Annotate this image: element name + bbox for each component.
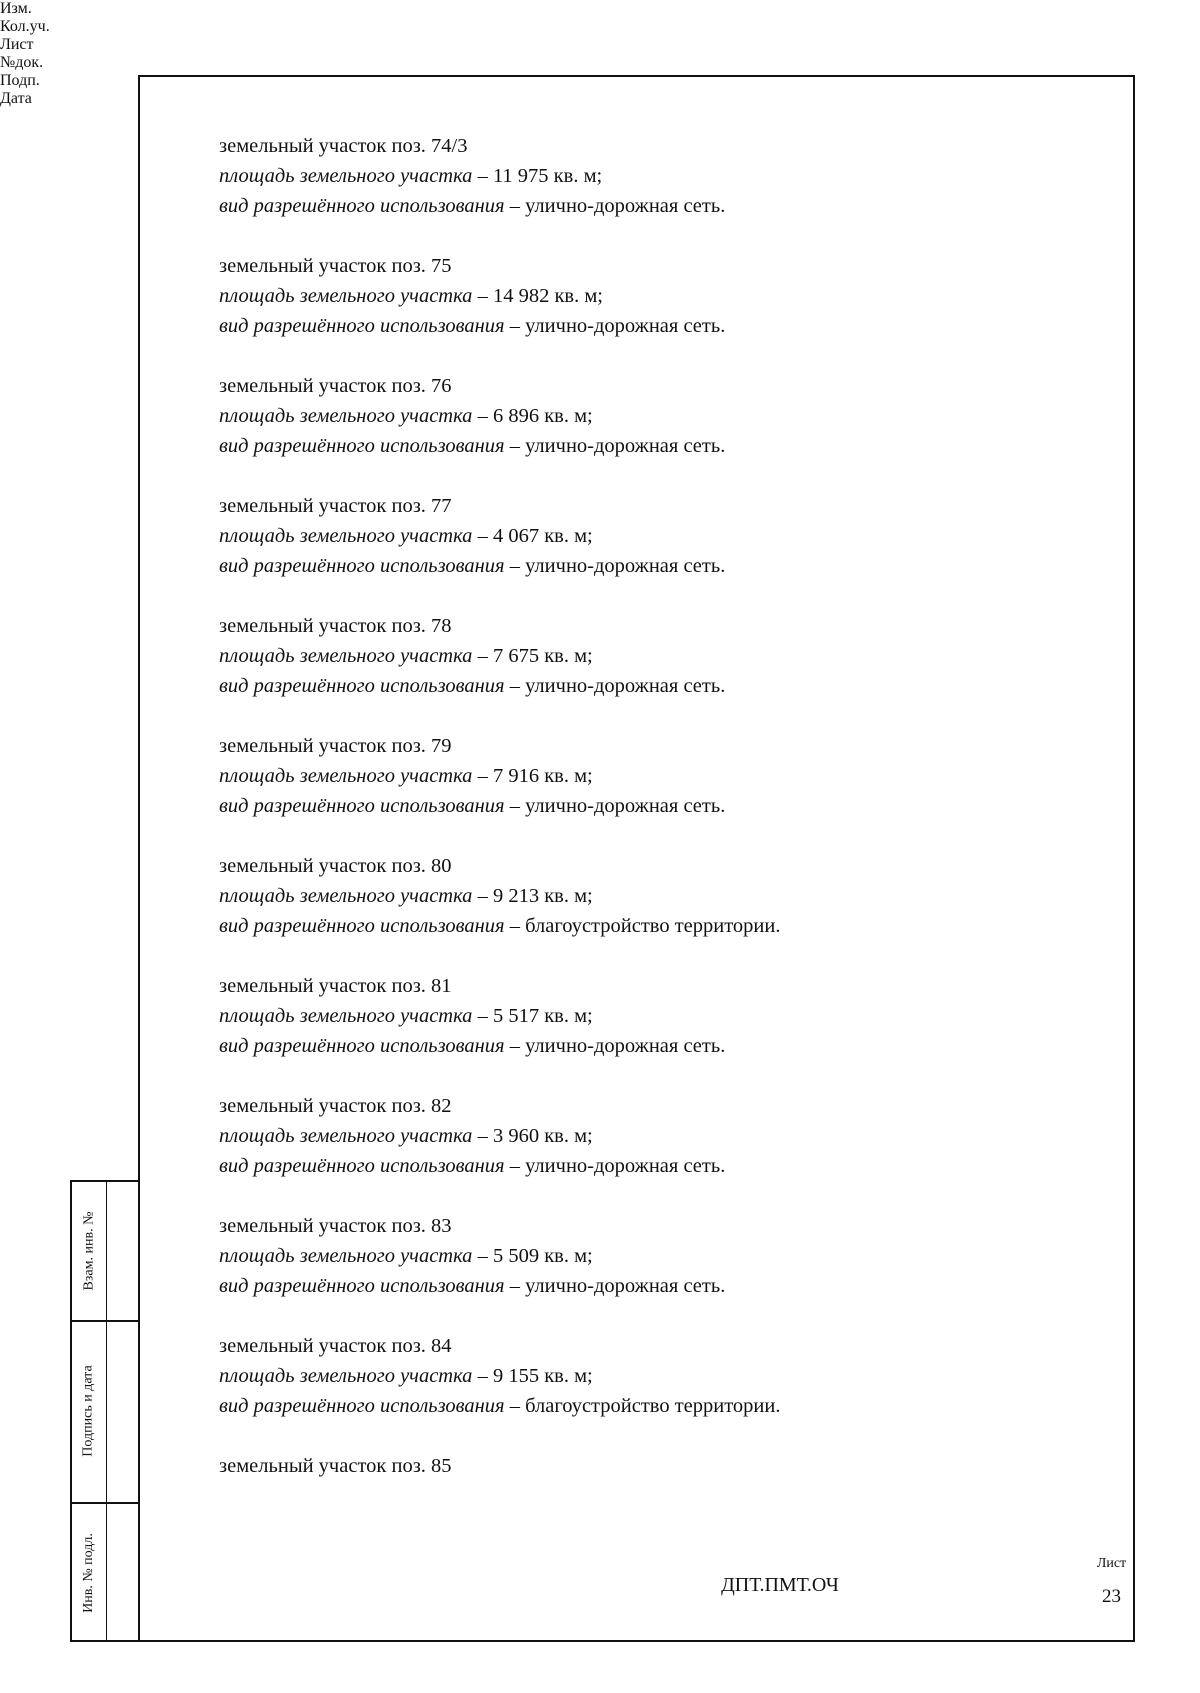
stamp-vzam-label: Взам. инв. № <box>81 1211 96 1291</box>
plot-area-line <box>219 1241 1099 1271</box>
plot-area-value: – 11 975 кв. м; <box>472 165 603 187</box>
plot-use-label: вид разрешённого использования <box>219 195 505 217</box>
plot-use-label: вид разрешённого использования <box>219 1155 505 1177</box>
plot-area-label: площадь земельного участка <box>219 1005 473 1027</box>
plot-area-label: площадь земельного участка <box>219 165 473 187</box>
col-data: Дата <box>0 90 32 107</box>
plot-title: земельный участок поз. 79 <box>219 735 452 757</box>
plot-use-value: – улично-дорожная сеть. <box>504 435 726 457</box>
document-code: ДПТ.ПМТ.ОЧ <box>721 1574 839 1596</box>
plot-area-value: – 14 982 кв. м; <box>472 285 603 307</box>
plot-area-line <box>219 1001 1099 1031</box>
plot-title: земельный участок поз. 78 <box>219 615 452 637</box>
plot-area-line <box>219 281 1099 311</box>
plot-area-line <box>219 641 1099 671</box>
plot-use-value: – благоустройство территории. <box>504 1395 781 1417</box>
land-plot-entry <box>219 611 1099 701</box>
plot-area-label: площадь земельного участка <box>219 405 473 427</box>
plot-area-value: – 7 675 кв. м; <box>472 645 593 667</box>
plot-title: земельный участок поз. 83 <box>219 1215 452 1237</box>
stamp-inv-label: Инв. № подл. <box>81 1533 96 1613</box>
plot-area-label: площадь земельного участка <box>219 885 473 907</box>
document-body <box>219 131 1099 1511</box>
plot-use-label: вид разрешённого использования <box>219 795 505 817</box>
side-stamp <box>70 1180 138 1642</box>
plot-use-label: вид разрешённого использования <box>219 435 505 457</box>
plot-use-line <box>219 1031 1099 1061</box>
plot-title: земельный участок поз. 82 <box>219 1095 452 1117</box>
plot-use-line <box>219 671 1099 701</box>
land-plot-entry-partial <box>219 1451 1099 1481</box>
col-podp: Подп. <box>0 72 40 89</box>
plot-use-label: вид разрешённого использования <box>219 915 505 937</box>
col-ndok: №док. <box>0 54 44 71</box>
plot-use-value: – улично-дорожная сеть. <box>504 555 726 577</box>
plot-area-line <box>219 521 1099 551</box>
plot-use-label: вид разрешённого использования <box>219 1035 505 1057</box>
plot-area-value: – 7 916 кв. м; <box>472 765 593 787</box>
plot-use-value: – улично-дорожная сеть. <box>504 1275 726 1297</box>
plot-title: земельный участок поз. 74/3 <box>219 135 468 157</box>
plot-title: земельный участок поз. 84 <box>219 1335 452 1357</box>
plot-use-value: – улично-дорожная сеть. <box>504 1035 726 1057</box>
plot-title: земельный участок поз. 80 <box>219 855 452 877</box>
plot-area-value: – 5 517 кв. м; <box>472 1005 593 1027</box>
plot-area-label: площадь земельного участка <box>219 765 473 787</box>
col-izm: Изм. <box>0 0 32 17</box>
plot-area-line <box>219 1361 1099 1391</box>
plot-area-label: площадь земельного участка <box>219 525 473 547</box>
plot-area-value: – 9 155 кв. м; <box>472 1365 593 1387</box>
plot-use-value: – улично-дорожная сеть. <box>504 1155 726 1177</box>
plot-use-label: вид разрешённого использования <box>219 675 505 697</box>
land-plot-entry <box>219 851 1099 941</box>
plot-use-line <box>219 1271 1099 1301</box>
plot-area-value: – 6 896 кв. м; <box>472 405 593 427</box>
plot-area-value: – 3 960 кв. м; <box>472 1125 593 1147</box>
stamp-podpis-label: Подпись и дата <box>81 1365 97 1457</box>
plot-use-value: – улично-дорожная сеть. <box>504 195 726 217</box>
plot-use-line <box>219 191 1099 221</box>
plot-use-label: вид разрешённого использования <box>219 315 505 337</box>
land-plot-entry <box>219 251 1099 341</box>
land-plot-entry <box>219 1331 1099 1421</box>
plot-title: земельный участок поз. 76 <box>219 375 452 397</box>
plot-use-line <box>219 791 1099 821</box>
plot-area-value: – 4 067 кв. м; <box>472 525 593 547</box>
sheet-number: 23 <box>1102 1586 1121 1607</box>
plot-use-value: – улично-дорожная сеть. <box>504 315 726 337</box>
land-plot-entry <box>219 1091 1099 1181</box>
land-plot-entry <box>219 731 1099 821</box>
plot-use-line <box>219 431 1099 461</box>
land-plot-entry <box>219 1211 1099 1301</box>
plot-use-label: вид разрешённого использования <box>219 1275 505 1297</box>
plot-area-value: – 9 213 кв. м; <box>472 885 593 907</box>
plot-use-line <box>219 551 1099 581</box>
plot-use-label: вид разрешённого использования <box>219 555 505 577</box>
plot-title: земельный участок поз. 81 <box>219 975 452 997</box>
col-list: Лист <box>0 36 34 53</box>
plot-use-value: – улично-дорожная сеть. <box>504 795 726 817</box>
land-plot-entry <box>219 131 1099 221</box>
sheet-label: Лист <box>1096 1556 1127 1571</box>
plot-area-label: площадь земельного участка <box>219 1245 473 1267</box>
plot-use-line <box>219 311 1099 341</box>
land-plot-entry <box>219 491 1099 581</box>
plot-area-line <box>219 161 1099 191</box>
plot-area-label: площадь земельного участка <box>219 1125 473 1147</box>
plot-use-line <box>219 1391 1099 1421</box>
plot-use-line <box>219 911 1099 941</box>
land-plot-entry <box>219 371 1099 461</box>
plot-use-value: – благоустройство территории. <box>504 915 781 937</box>
plot-area-label: площадь земельного участка <box>219 645 473 667</box>
plot-title: земельный участок поз. 75 <box>219 255 452 277</box>
plot-use-line <box>219 1151 1099 1181</box>
plot-title: земельный участок поз. 77 <box>219 495 452 517</box>
plot-area-label: площадь земельного участка <box>219 285 473 307</box>
plot-area-line <box>219 761 1099 791</box>
plot-area-line <box>219 401 1099 431</box>
land-plot-entry <box>219 971 1099 1061</box>
plot-use-label: вид разрешённого использования <box>219 1395 505 1417</box>
col-kol-uch: Кол.уч. <box>0 18 50 35</box>
plot-area-line <box>219 881 1099 911</box>
plot-area-label: площадь земельного участка <box>219 1365 473 1387</box>
plot-area-value: – 5 509 кв. м; <box>472 1245 593 1267</box>
plot-use-value: – улично-дорожная сеть. <box>504 675 726 697</box>
plot-area-line <box>219 1121 1099 1151</box>
plot-title: земельный участок поз. 85 <box>219 1455 452 1477</box>
